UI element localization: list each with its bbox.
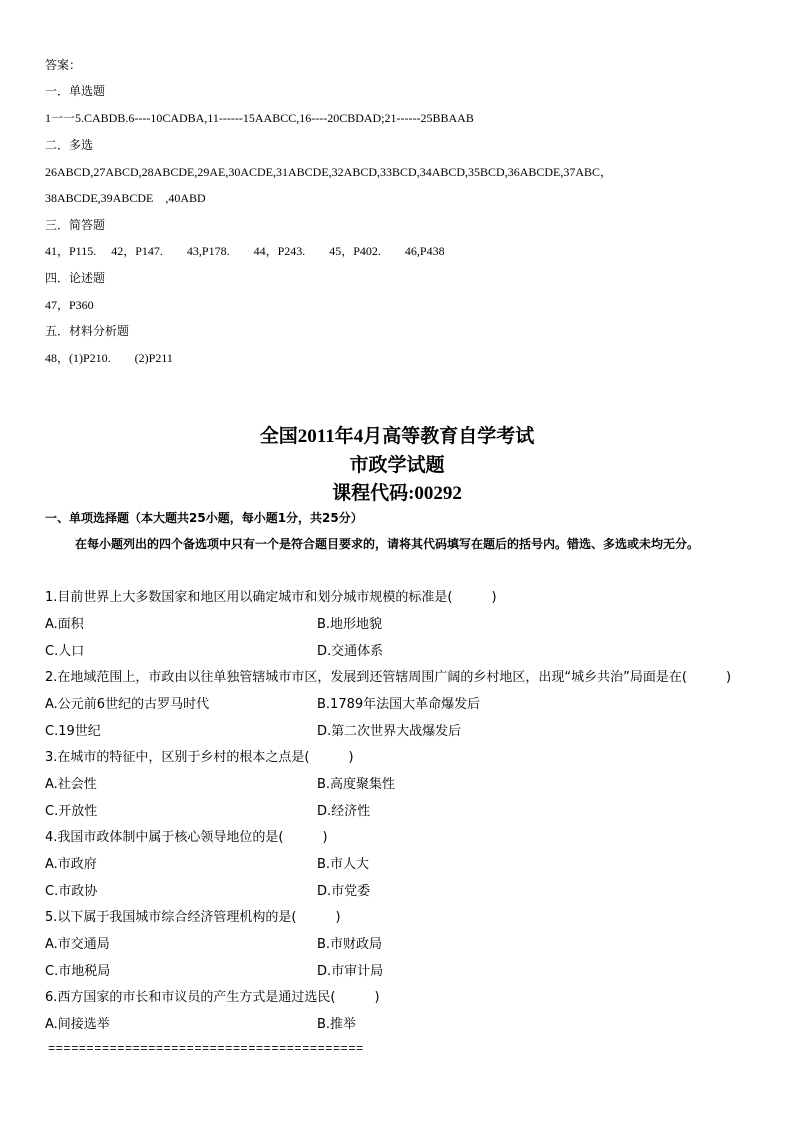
q2-option-d: D.第二次世界大战爆发后 bbox=[317, 724, 462, 739]
section1-heading: 一、单项选择题（本大题共25小题，每小题1分，共25分） bbox=[45, 511, 363, 525]
answers-section3-line: 41，P115. 42，P147. 43,P178. 44，P243. 45，P402. 46,P438 bbox=[45, 244, 445, 258]
q3-option-b: B.高度聚集性 bbox=[317, 777, 396, 792]
answers-section5-title: 五．材料分析题 bbox=[45, 324, 130, 338]
q4-option-b: B.市人大 bbox=[317, 857, 370, 872]
q1-option-b: B.地形地貌 bbox=[317, 617, 383, 632]
exam-course-code: 课程代码:00292 bbox=[332, 483, 462, 504]
answers-section1-line: 1一一5.CABDB.6----10CADBA,11------15AABCC,16----20CBDAD;21------25BBAAB bbox=[45, 111, 474, 125]
q3-option-c: C.开放性 bbox=[45, 804, 98, 819]
exam-title: 全国2011年4月高等教育自学考试 bbox=[259, 426, 535, 447]
page-divider: ========================================= bbox=[48, 1042, 364, 1056]
q2-option-a: A.公元前6世纪的古罗马时代 bbox=[45, 697, 210, 712]
q4-option-c: C.市政协 bbox=[45, 884, 98, 899]
q5-option-b: B.市财政局 bbox=[317, 937, 383, 952]
q5-option-d: D.市审计局 bbox=[317, 964, 384, 979]
q3-option-a: A.社会性 bbox=[45, 777, 97, 792]
question-6: 6.西方国家的市长和市议员的产生方式是通过选民( ) bbox=[45, 990, 380, 1005]
answers-section2-line2: 38ABCDE,39ABCDE ,40ABD bbox=[45, 191, 206, 205]
q5-option-c: C.市地税局 bbox=[45, 964, 111, 979]
question-5: 5.以下属于我国城市综合经济管理机构的是( ) bbox=[45, 910, 341, 925]
answers-section5-line: 48，(1)P210. (2)P211 bbox=[45, 351, 173, 365]
answers-section4-title: 四．论述题 bbox=[45, 271, 106, 285]
question-3: 3.在城市的特征中，区别于乡村的根本之点是( ) bbox=[45, 750, 354, 765]
q6-option-a: A.间接选举 bbox=[45, 1017, 110, 1032]
q2-option-c: C.19世纪 bbox=[45, 724, 101, 739]
q2-option-b: B.1789年法国大革命爆发后 bbox=[317, 697, 481, 712]
question-4: 4.我国市政体制中属于核心领导地位的是( ) bbox=[45, 830, 328, 845]
answers-section2-title: 二．多选 bbox=[45, 138, 94, 152]
q4-option-d: D.市党委 bbox=[317, 884, 371, 899]
q1-option-c: C.人口 bbox=[45, 644, 85, 659]
question-1: 1.目前世界上大多数国家和地区用以确定城市和划分城市规模的标准是( ) bbox=[45, 590, 497, 605]
q1-option-d: D.交通体系 bbox=[317, 644, 384, 659]
q6-option-b: B.推举 bbox=[317, 1017, 357, 1032]
exam-subject: 市政学试题 bbox=[349, 455, 445, 476]
q1-option-a: A.面积 bbox=[45, 617, 84, 632]
answers-section4-line: 47，P360 bbox=[45, 298, 94, 312]
q5-option-a: A.市交通局 bbox=[45, 937, 110, 952]
section1-instruction: 在每小题列出的四个备选项中只有一个是符合题目要求的，请将其代码填写在题后的括号内。错选、多选或未均无分。 bbox=[75, 537, 700, 551]
q3-option-d: D.经济性 bbox=[317, 804, 371, 819]
question-2: 2.在地域范围上，市政由以往单独管辖城市市区，发展到还管辖周围广阔的乡村地区，出现“城乡共治”局面是在( ) bbox=[45, 670, 732, 685]
answers-section2-line1: 26ABCD,27ABCD,28ABCDE,29AE,30ACDE,31ABCDE,32ABCD,33BCD,34ABCD,35BCD,36ABCDE,37ABC， bbox=[45, 165, 613, 179]
q4-option-a: A.市政府 bbox=[45, 857, 97, 872]
answers-heading: 答案： bbox=[45, 58, 82, 72]
answers-section1-title: 一．单选题 bbox=[45, 84, 106, 98]
answers-section3-title: 三．简答题 bbox=[45, 218, 106, 232]
